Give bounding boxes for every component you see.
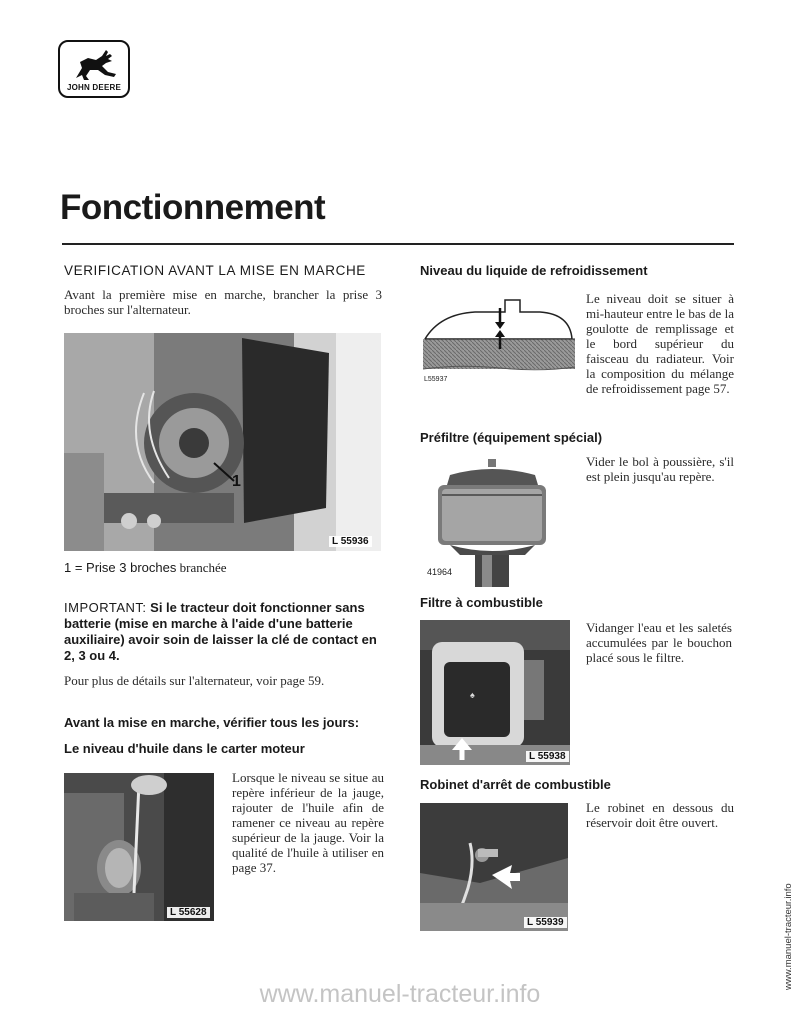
- oil-level-text: Lorsque le niveau se situe au repère inférieur de la jauge, rajouter de l'huile afin de ramener ce niveau au repère supérieur de la jauge. Voir la qualité de l'huile à utiliser en page 37.: [232, 770, 384, 875]
- verification-text: Avant la première mise en marche, brancher la prise 3 broches sur l'alternateur.: [64, 287, 382, 317]
- oil-dipstick-photo: [64, 773, 214, 921]
- oil-level-heading: Le niveau d'huile dans le carter moteur: [64, 741, 305, 756]
- fuel-filter-image-code: L 55938: [526, 751, 569, 762]
- alternator-caption: [64, 560, 227, 576]
- daily-check-heading: Avant la mise en marche, vérifier tous les jours:: [64, 715, 360, 730]
- prefilter-photo: [420, 455, 570, 587]
- coolant-text: Le niveau doit se situer à mi-hauteur entre le bas de la goulotte de remplissage et le bord supérieur du faisceau du radiateur. Voir la composition du mélange de refroidissement page 57.: [586, 291, 734, 396]
- fuel-valve-image-code: L 55939: [524, 917, 567, 928]
- oil-image-code: L 55628: [167, 907, 210, 918]
- prefilter-heading: Préfiltre (équipement spécial): [420, 430, 603, 445]
- logo-brand-text: JOHN DEERE: [66, 83, 121, 92]
- caption-label: 1 = Prise 3 broches: [64, 560, 177, 575]
- fuel-filter-heading: Filtre à combustible: [420, 595, 543, 610]
- deer-icon: [72, 48, 120, 82]
- important-label: IMPORTANT:: [64, 600, 147, 615]
- alternator-reference: Pour plus de détails sur l'alternateur, voir page 59.: [64, 673, 325, 688]
- verification-heading: VERIFICATION AVANT LA MISE EN MARCHE: [64, 263, 366, 278]
- coolant-diagram: [420, 294, 580, 389]
- site-watermark: www.manuel-tracteur.info: [259, 980, 541, 1008]
- fuel-valve-heading: Robinet d'arrêt de combustible: [420, 777, 611, 792]
- fuel-valve-text: Le robinet en dessous du réservoir doit être ouvert.: [586, 800, 734, 830]
- alternator-photo: [64, 333, 381, 551]
- caption-rest: branchée: [176, 560, 227, 575]
- important-note: [64, 600, 386, 664]
- coolant-image-code: L55937: [424, 376, 448, 383]
- prefilter-image-code: 41964: [427, 567, 453, 577]
- fuel-filter-text: Vidanger l'eau et les saletés accumulées par le bouchon placé sous le filtre.: [586, 620, 732, 665]
- title-divider: [62, 243, 734, 245]
- page-title: Fonctionnement: [60, 188, 326, 227]
- fuel-filter-photo: [420, 620, 570, 765]
- important-text: Si le tracteur doit fonctionner sans batterie (mise en marche à l'aide d'une batterie auxiliaire) avoir soin de laisser la clé de contact en 2, 3 ou 4.: [64, 600, 377, 663]
- alternator-image-code: L 55936: [329, 536, 372, 547]
- coolant-heading: Niveau du liquide de refroidissement: [420, 263, 648, 278]
- prefilter-text: Vider le bol à poussière, s'il est plein jusqu'au repère.: [586, 454, 734, 484]
- svg-text:♠: ♠: [470, 690, 475, 700]
- john-deere-logo: [58, 40, 130, 98]
- fuel-valve-photo: [420, 803, 568, 931]
- alternator-callout-number: 1: [232, 473, 241, 490]
- side-watermark: www.manuel-tracteur.info: [783, 883, 794, 990]
